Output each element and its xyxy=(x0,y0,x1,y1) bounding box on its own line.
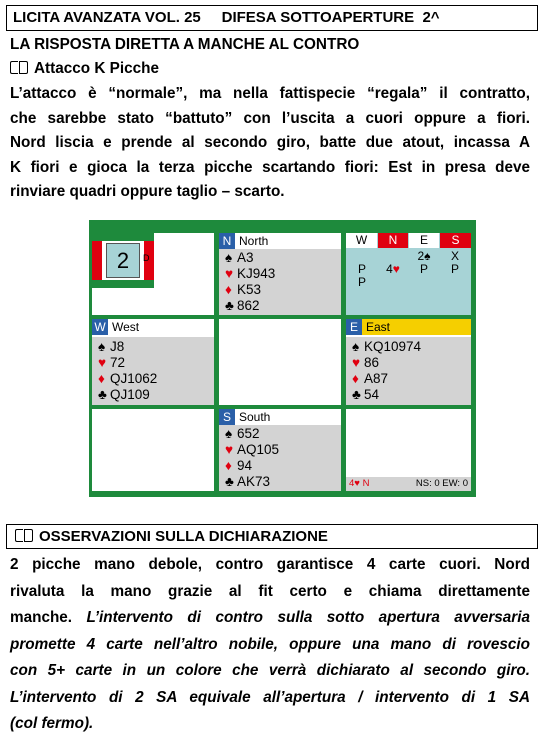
bid-header-n: N xyxy=(378,233,408,248)
west-hand xyxy=(92,319,214,405)
contract-text: 4♥ N xyxy=(349,478,370,489)
diamond-icon: ♦ xyxy=(225,282,232,297)
seat-letter: W xyxy=(92,319,108,335)
bid: 2♠ xyxy=(417,249,431,263)
diamonds-holding: K53 xyxy=(237,282,262,297)
obs-line: 2 picche mano debole, contro garantisce 4 carte cuori. Nord xyxy=(10,556,530,573)
clubs-holding: 54 xyxy=(364,387,380,402)
lead-title: Attacco K Picche xyxy=(34,60,159,77)
obs-line: L’intervento di 2 SA equivale all’apertura / intervento di 1 SA xyxy=(10,688,530,706)
bid-header-w: W xyxy=(346,233,377,248)
diamonds-holding: A87 xyxy=(364,371,389,386)
result-bar xyxy=(346,477,471,491)
empty-cell xyxy=(92,409,214,491)
club-icon: ♣ xyxy=(225,298,234,313)
bid: P xyxy=(419,262,428,276)
intro-line: che sarebbe stato “battuto” con l’uscita a cuori oppure a fiori. xyxy=(10,109,530,127)
hearts-holding: AQ105 xyxy=(237,442,280,457)
west-label xyxy=(92,319,139,335)
obs-line: (col fermo). xyxy=(10,715,94,732)
south-cards xyxy=(219,425,341,491)
club-icon: ♣ xyxy=(352,387,361,402)
lead-line xyxy=(10,60,159,78)
bid-header-e: E xyxy=(409,233,439,248)
seat-name: South xyxy=(239,410,271,424)
bid: 4♥ xyxy=(386,262,400,276)
heart-icon: ♥ xyxy=(225,266,234,281)
contract xyxy=(349,477,369,491)
club-icon: ♣ xyxy=(98,387,107,402)
obs-line xyxy=(10,605,530,632)
hearts-holding: KJ943 xyxy=(237,266,276,281)
spades-holding: 652 xyxy=(237,426,260,441)
obs-line: rivaluta la mano grazie al fit certo e chiama direttamente xyxy=(10,582,530,600)
open-book-icon xyxy=(10,61,28,74)
diamond-icon: ♦ xyxy=(225,458,232,473)
diamond-icon: ♦ xyxy=(352,371,359,386)
observations-header xyxy=(6,524,538,549)
north-label xyxy=(219,233,268,249)
board-number: 2 xyxy=(106,243,140,278)
seat-name: East xyxy=(366,320,391,334)
intro-line: rinviare quadri oppure taglio – scarto. xyxy=(10,183,285,200)
obs-line: promette 4 carte nell’altro nobile, oppure una mano di rovescio xyxy=(10,635,530,653)
east-cards xyxy=(346,337,471,405)
score: NS: 0 EW: 0 xyxy=(415,478,468,489)
obs-line: con 5+ carte in un colore che verrà dichiarato al secondo giro. xyxy=(10,662,530,679)
clubs-holding: QJ109 xyxy=(110,387,150,402)
east-hand xyxy=(346,319,471,405)
spade-icon: ♠ xyxy=(352,339,360,354)
seat-letter: N xyxy=(219,233,235,249)
spade-icon: ♠ xyxy=(225,250,233,265)
seat-name: West xyxy=(112,320,140,334)
dealer-mark: D xyxy=(143,253,150,263)
vulnerability-indicator xyxy=(92,233,154,288)
board-cell xyxy=(92,233,214,315)
hearts-holding: 86 xyxy=(364,355,380,370)
spades-holding: J8 xyxy=(110,339,125,354)
hearts-holding: 72 xyxy=(110,355,126,370)
clubs-holding: 862 xyxy=(237,298,260,313)
subtitle: LA RISPOSTA DIRETTA A MANCHE AL CONTRO xyxy=(10,36,360,53)
west-cards xyxy=(92,337,214,405)
intro-paragraph xyxy=(10,82,530,205)
bid: P xyxy=(450,262,459,276)
heart-icon: ♥ xyxy=(98,355,107,370)
spades-holding: A3 xyxy=(237,250,254,265)
club-icon: ♣ xyxy=(225,474,234,489)
south-label xyxy=(219,409,270,425)
seat-letter: S xyxy=(219,409,235,425)
bid: P xyxy=(357,275,366,289)
result-cell xyxy=(346,409,471,491)
intro-line: K fiori e gioca la terza picche scartando fiori: Est in presa deve xyxy=(10,158,530,176)
observations-title: OSSERVAZIONI SULLA DICHIARAZIONE xyxy=(39,528,328,545)
seat-letter: E xyxy=(346,319,362,335)
table-center xyxy=(219,319,341,405)
open-book-icon xyxy=(15,529,33,542)
spades-holding: KQ10974 xyxy=(364,339,422,354)
heart-icon: ♥ xyxy=(352,355,361,370)
diamonds-holding: QJ1062 xyxy=(110,371,158,386)
observations-paragraph xyxy=(10,552,530,738)
bid: X xyxy=(450,249,459,263)
heart-icon: ♥ xyxy=(225,442,234,457)
intro-line: Nord liscia e prende al secondo giro, batte due atout, incassa A xyxy=(10,134,530,151)
east-label xyxy=(346,319,471,335)
diamond-icon: ♦ xyxy=(98,371,105,386)
bid-header-s: S xyxy=(440,233,471,248)
north-cards xyxy=(219,249,341,315)
north-hand xyxy=(219,233,341,315)
bid: P xyxy=(357,262,366,276)
obs-line-text: manche. L’intervento di contro sulla sotto apertura avversaria xyxy=(10,609,531,626)
bridge-diagram xyxy=(89,220,476,497)
seat-name: North xyxy=(239,234,269,248)
spade-icon: ♠ xyxy=(225,426,233,441)
diamonds-holding: 94 xyxy=(237,458,253,473)
bidding-box xyxy=(346,233,471,315)
page-header: LICITA AVANZATA VOL. 25 DIFESA SOTTOAPERTURE 2^ xyxy=(6,5,538,31)
spade-icon: ♠ xyxy=(98,339,106,354)
clubs-holding: AK73 xyxy=(237,474,271,489)
south-hand xyxy=(219,409,341,491)
intro-line: L’attacco è “normale”, ma nella fattispecie “regala” il contratto, xyxy=(10,85,530,102)
